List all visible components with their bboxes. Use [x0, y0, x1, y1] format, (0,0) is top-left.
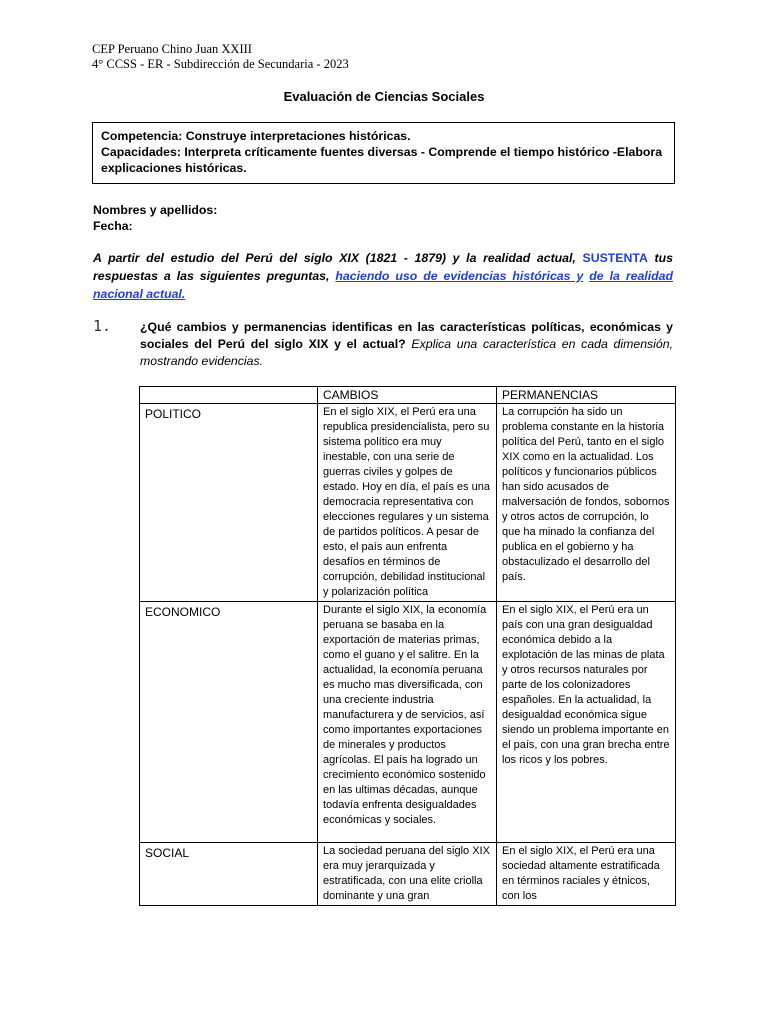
row-label-social: SOCIAL — [140, 843, 318, 906]
intro-part2: tus respuestas a las siguientes preguntas, — [93, 251, 673, 283]
nombres-label: Nombres y apellidos: — [93, 203, 218, 217]
cell-economico-permanencias: En el siglo XIX, el Perú era un país con una gran desigualdad económica debido a la explotación de las minas de plata y otros recursos naturales por parte de los colonizadores españoles. En la actualidad, la desigualdad económica sigue siendo un problema importante en el país, con una gran brecha entre los ricos y los pobres. — [497, 602, 676, 843]
cell-politico-cambios: En el siglo XIX, el Perú era una republica presidencialista, pero su sistema político era muy inestable, con una serie de guerras civiles y golpes de estado. Hoy en día, el país es una democracia representativa con elecciones regulares y un sistema de partidos políticos. A pesar de esto, el país aun enfrenta desafíos en términos de corrupción, debilidad institucional y polarización política — [318, 404, 497, 602]
header-empty-cell — [140, 387, 318, 404]
evidencias-link[interactable]: haciendo uso de evidencias históricas y — [335, 269, 584, 283]
question-instruction: Explica una característica en cada dimensión, mostrando evidencias. — [140, 337, 674, 368]
table-row — [140, 602, 676, 843]
table-row — [140, 843, 676, 906]
question-main: ¿Qué cambios y permanencias identificas en las características políticas, económicas y sociales del Perú del siglo XIX y el actual? — [140, 320, 673, 351]
realidad-nacional-link[interactable]: de la realidad nacional actual. — [93, 269, 673, 301]
cell-social-cambios: La sociedad peruana del siglo XIX era muy jerarquizada y estratificada, con una elite criolla dominante y una gran — [318, 843, 497, 906]
capacidades-text: Capacidades: Interpreta críticamente fuentes diversas - Comprende el tiempo histórico -Elabora explicaciones históricas. — [101, 145, 663, 175]
table-row — [140, 404, 676, 602]
row-label-politico: POLITICO — [140, 404, 318, 602]
competency-box — [92, 122, 675, 184]
header-course-line: 4° CCSS - ER - Subdirección de Secundaria - 2023 — [92, 57, 349, 71]
answer-table — [139, 386, 676, 906]
fecha-label: Fecha: — [93, 219, 133, 233]
header-cambios: CAMBIOS — [318, 387, 497, 404]
header-school-name: CEP Peruano Chino Juan XXIII — [92, 42, 252, 56]
question-text — [140, 319, 673, 370]
instructions-paragraph — [93, 249, 673, 303]
header-permanencias: PERMANENCIAS — [497, 387, 676, 404]
page-title: Evaluación de Ciencias Sociales — [283, 89, 485, 104]
sustenta-keyword: SUSTENTA — [582, 251, 648, 265]
row-label-economico: ECONOMICO — [140, 602, 318, 843]
intro-part1: A partir del estudio del Perú del siglo XIX (1821 - 1879) y la realidad actual, — [93, 251, 583, 265]
cell-social-permanencias: En el siglo XIX, el Perú era una sociedad altamente estratificada en términos raciales y étnicos, con los — [497, 843, 676, 906]
table-header-row — [140, 387, 676, 404]
competencia-text: Competencia: Construye interpretaciones históricas. — [101, 129, 411, 143]
cell-politico-permanencias: La corrupción ha sido un problema constante en la historia política del Perú, tanto en el siglo XIX como en la actualidad. Los políticos y funcionarios públicos han sido acusados de malversación de fondos, sobornos y otros actos de corrupción, lo que ha minado la confianza del publica en el gobierno y ha obstaculizado el desarrollo del país. — [497, 404, 676, 602]
cell-economico-cambios: Durante el siglo XIX, la economía peruana se basaba en la exportación de materias primas, como el guano y el salitre. En la actualidad, la economía peruana es mucho mas diversificada, con una creciente industria manufacturera y de servicios, así como importantes exportaciones de minerales y productos agrícolas. El país ha logrado un crecimiento económico sostenido en las ultimas décadas, aunque todavía enfrenta desigualdades económicas y sociales. — [318, 602, 497, 843]
question-number: 1. — [93, 317, 112, 335]
